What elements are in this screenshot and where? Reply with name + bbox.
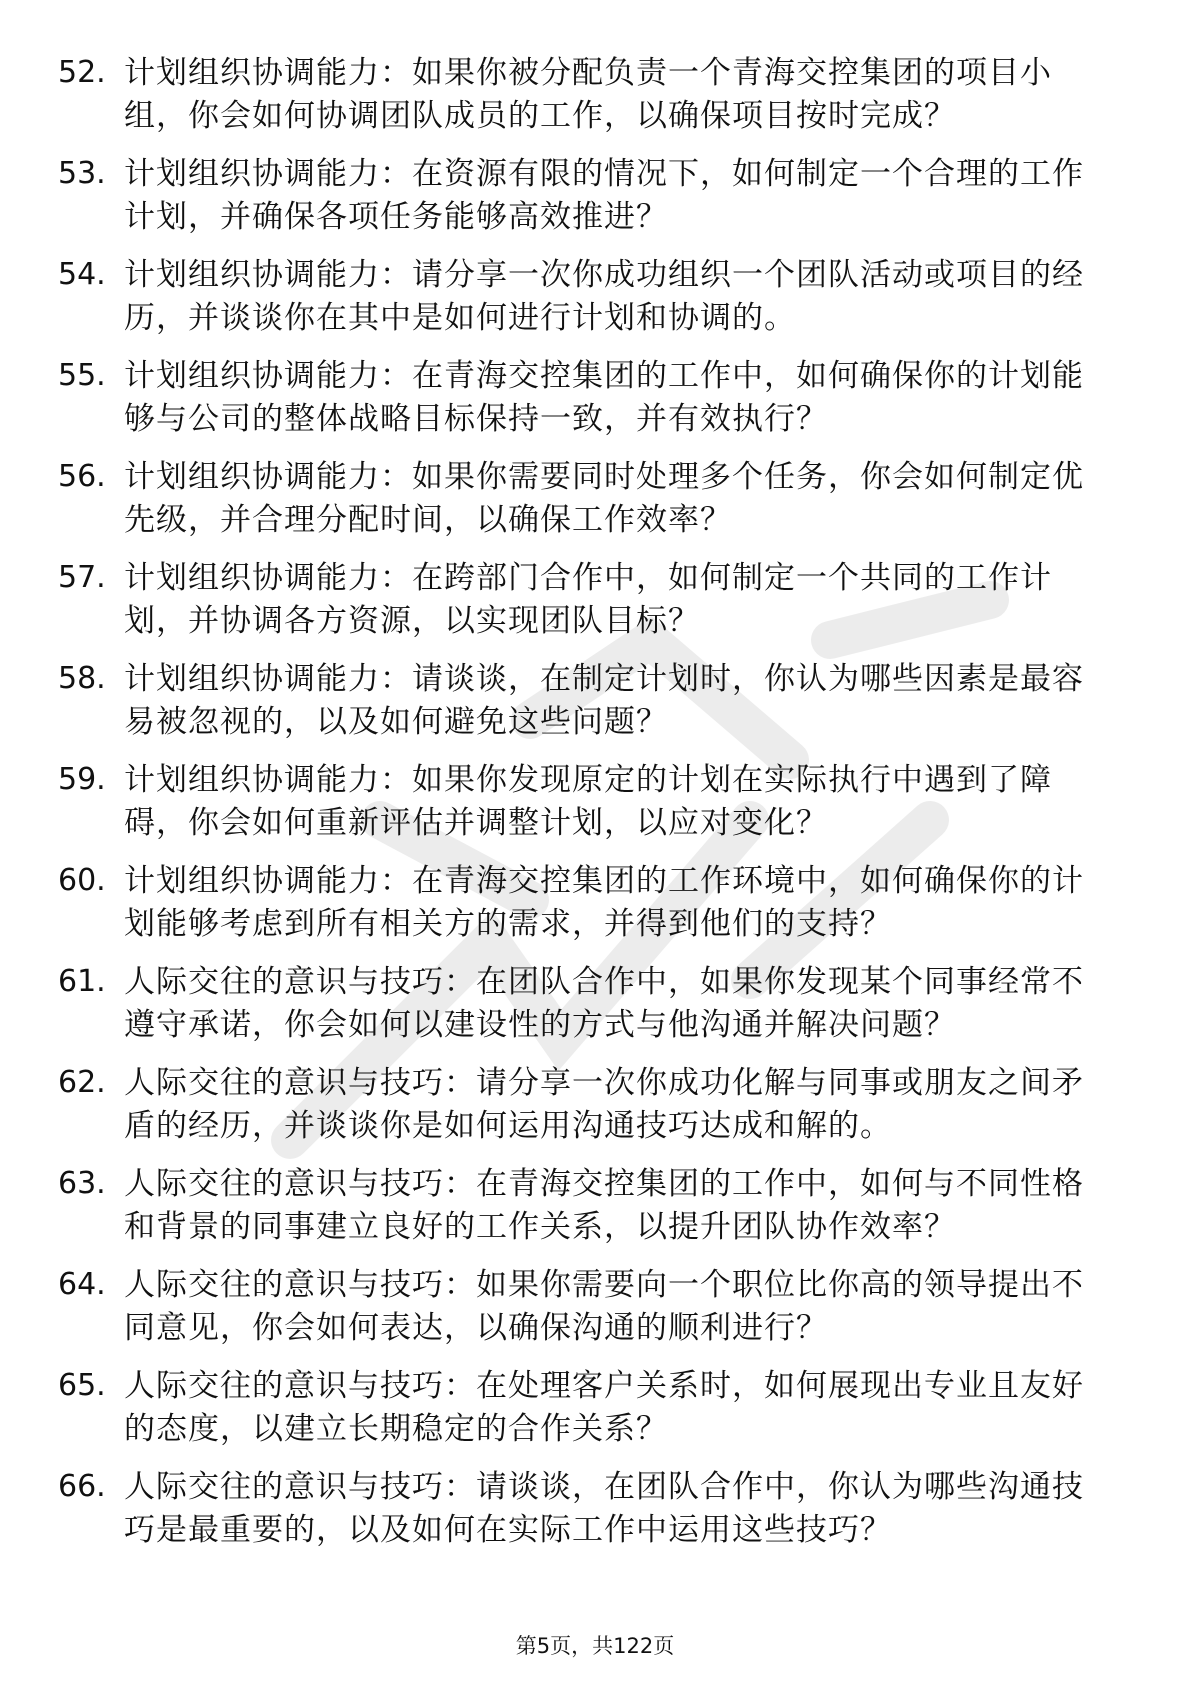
question-number: 61. bbox=[58, 964, 106, 999]
question-text: 计划组织协调能力：如果你需要同时处理多个任务，你会如何制定优先级，并合理分配时间，以确保工作效率？ bbox=[124, 459, 1084, 538]
question-text: 人际交往的意识与技巧：请谈谈，在团队合作中，你认为哪些沟通技巧是最重要的，以及如何在实际工作中运用这些技巧？ bbox=[124, 1469, 1084, 1548]
question-list bbox=[58, 52, 1108, 1567]
question-item bbox=[58, 254, 1108, 355]
question-number: 65. bbox=[58, 1368, 106, 1403]
question-number: 62. bbox=[58, 1065, 106, 1100]
question-item bbox=[58, 1466, 1108, 1567]
question-text: 人际交往的意识与技巧：如果你需要向一个职位比你高的领导提出不同意见，你会如何表达，以确保沟通的顺利进行？ bbox=[124, 1267, 1084, 1346]
question-text: 人际交往的意识与技巧：在青海交控集团的工作中，如何与不同性格和背景的同事建立良好的工作关系，以提升团队协作效率？ bbox=[124, 1166, 1084, 1245]
question-item bbox=[58, 658, 1108, 759]
question-number: 66. bbox=[58, 1469, 106, 1504]
question-item bbox=[58, 1264, 1108, 1365]
question-number: 57. bbox=[58, 560, 106, 595]
question-number: 53. bbox=[58, 156, 106, 191]
question-text: 计划组织协调能力：如果你被分配负责一个青海交控集团的项目小组，你会如何协调团队成员的工作，以确保项目按时完成？ bbox=[124, 55, 1052, 134]
question-number: 55. bbox=[58, 358, 106, 393]
question-item bbox=[58, 759, 1108, 860]
question-text: 计划组织协调能力：请谈谈，在制定计划时，你认为哪些因素是最容易被忽视的，以及如何避免这些问题？ bbox=[124, 661, 1084, 740]
question-number: 54. bbox=[58, 257, 106, 292]
page-number-label: 第5页，共122页 bbox=[515, 1634, 675, 1658]
question-item bbox=[58, 456, 1108, 557]
question-text: 计划组织协调能力：在资源有限的情况下，如何制定一个合理的工作计划，并确保各项任务能够高效推进？ bbox=[124, 156, 1084, 235]
page-footer bbox=[0, 1632, 1190, 1660]
question-number: 63. bbox=[58, 1166, 106, 1201]
question-text: 人际交往的意识与技巧：请分享一次你成功化解与同事或朋友之间矛盾的经历，并谈谈你是如何运用沟通技巧达成和解的。 bbox=[124, 1065, 1084, 1144]
question-text: 计划组织协调能力：请分享一次你成功组织一个团队活动或项目的经历，并谈谈你在其中是如何进行计划和协调的。 bbox=[124, 257, 1084, 336]
question-item bbox=[58, 557, 1108, 658]
question-item bbox=[58, 1062, 1108, 1163]
question-number: 56. bbox=[58, 459, 106, 494]
question-text: 计划组织协调能力：在青海交控集团的工作中，如何确保你的计划能够与公司的整体战略目标保持一致，并有效执行？ bbox=[124, 358, 1084, 437]
question-text: 计划组织协调能力：在跨部门合作中，如何制定一个共同的工作计划，并协调各方资源，以实现团队目标？ bbox=[124, 560, 1052, 639]
question-text: 计划组织协调能力：在青海交控集团的工作环境中，如何确保你的计划能够考虑到所有相关方的需求，并得到他们的支持？ bbox=[124, 863, 1084, 942]
question-number: 58. bbox=[58, 661, 106, 696]
question-item bbox=[58, 153, 1108, 254]
question-item bbox=[58, 355, 1108, 456]
question-item bbox=[58, 860, 1108, 961]
question-item bbox=[58, 52, 1108, 153]
question-number: 52. bbox=[58, 55, 106, 90]
question-number: 64. bbox=[58, 1267, 106, 1302]
question-item bbox=[58, 1163, 1108, 1264]
question-text: 计划组织协调能力：如果你发现原定的计划在实际执行中遇到了障碍，你会如何重新评估并调整计划，以应对变化？ bbox=[124, 762, 1052, 841]
question-text: 人际交往的意识与技巧：在处理客户关系时，如何展现出专业且友好的态度，以建立长期稳定的合作关系？ bbox=[124, 1368, 1084, 1447]
question-number: 59. bbox=[58, 762, 106, 797]
question-item bbox=[58, 961, 1108, 1062]
question-item bbox=[58, 1365, 1108, 1466]
question-number: 60. bbox=[58, 863, 106, 898]
question-text: 人际交往的意识与技巧：在团队合作中，如果你发现某个同事经常不遵守承诺，你会如何以建设性的方式与他沟通并解决问题？ bbox=[124, 964, 1084, 1043]
